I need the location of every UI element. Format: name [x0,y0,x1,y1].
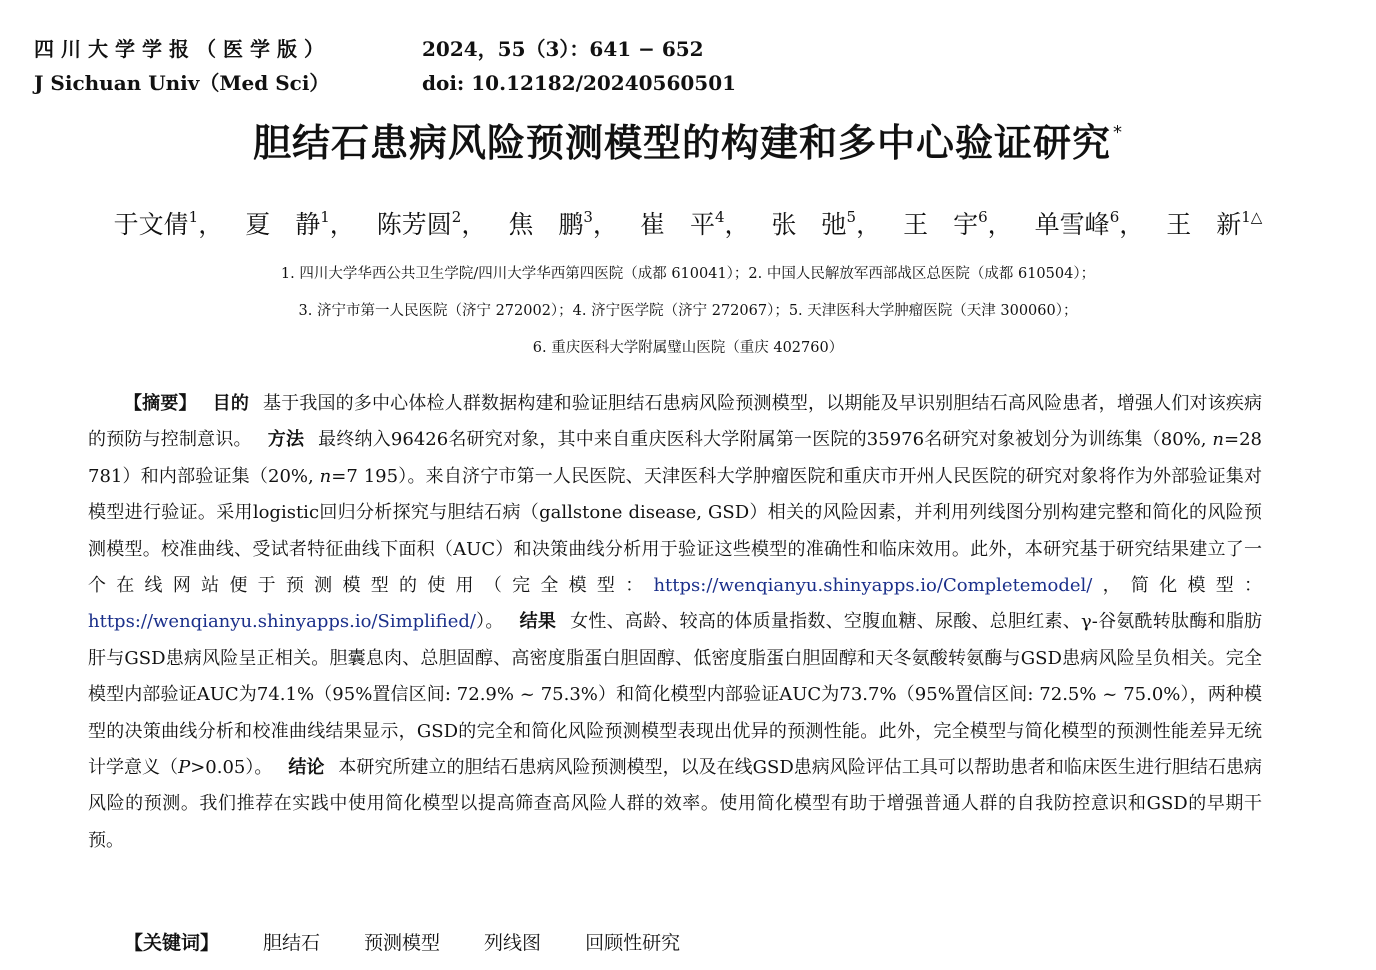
keyword: 列线图 [484,932,542,954]
author: 张 弛$^5$， [771,208,882,239]
n-valid: =7 195 [331,465,399,487]
affiliation-line: 6. 重庆医科大学附属璧山医院（重庆 402760） [532,340,844,356]
author: 王 新$^{1\triangle}$ [1166,208,1263,239]
methods-text: 最终纳入96426名研究对象，其中来自重庆医科大学附属第一医院的35976名研究对象被划分为训练集（80%, [318,429,1213,451]
title-text: 胆结石患病风险预测模型的构建和多中心验证研究 [252,121,1111,165]
affiliation-line: 1. 四川大学华西公共卫生学院/四川大学华西第四医院（成都 610041）；2. 中国人民解放军西部战区总医院（成都 610504）； [280,266,1096,282]
paper-title [0,112,1376,167]
author: 王 宇$^6$， [903,208,1013,239]
affiliation-line: 3. 济宁市第一人民医院（济宁 272002）；4. 济宁医学院（济宁 272067）；5. 天津医科大学肿瘤医院（天津 300060）； [298,303,1078,319]
author: 崔 平$^4$， [639,208,750,239]
purpose-label: 目的 [212,393,250,414]
keyword: 预测模型 [364,932,441,954]
results-label: 结果 [519,611,557,633]
p-value: >0.05 [190,757,246,779]
methods-label: 方法 [267,429,305,451]
purpose-text: 基于我国的多中心体检人群数据构建和验证胆结石患病风险预测模型，以期能及早识别胆结石高风险患者，增强人们对该疾病的预防与控制意识。 [88,393,1263,451]
keywords [124,928,680,955]
author: 夏 静$^1$， [245,208,355,239]
simplified-model-link[interactable]: https://wenqianyu.shinyapps.io/Simplified/ [88,611,476,633]
author: 焦 鹏$^3$， [508,208,618,239]
results-text: 女性、高龄、较高的体质量指数、空腹血糖、尿酸、总胆红素、γ-谷氨酰转肽酶和脂肪肝与GSD患病风险呈正相关。胆囊息肉、总胆固醇、高密度脂蛋白胆固醇、低密度脂蛋白胆固醇和天冬氨酸转氨酶与GSD患病风险呈负相关。完全模型内部验证AUC为74.1%（95%置信区间: 72.9% ~ 75.3%）和简化模型内部验证AUC为73.7%（95%置信区间: 72.5% ~ 75.0%），两种模型的决策曲线分析和校准曲线结果显示，GSD的完全和简化风险预测模型表现出优异的预测性能。此外，完全模型与简化模型的预测性能差异无统计学意义（ [88,611,1263,779]
author: 陈芳圆$^2$， [376,208,487,239]
abstract: 【摘要】 目的 基于我国的多中心体检人群数据构建和验证胆结石患病风险预测模型，以期能及早识别胆结石高风险患者，增强人们对该疾病的预防与控制意识。 方法 最终纳入96426名研究对象，其中来自重庆医科大学附属第一医院的35976名研究对象被划分为训练集（80%, n=28 781）和内部验证集（20%, n=7 195）。来自济宁市第一人民医院、天津医科大学肿瘤医院和重庆市开州人民医院的研究对象将作为外部验证集对模型进行验证。采用logistic回归分析探究与胆结石病（gallstone disease, GSD）相关的风险因素，并利用列线图分别构建完整和简化的风险预测模型。校准曲线、受试者特征曲线下面积（AUC）和决策曲线分析用于验证这些模型的准确性和临床效用。此外，本研究基于研究结果建立了一个在线网站便于预测模型的使用（完全模型：https://wenqianyu.shinyapps.io/Completemodel/，简化模型：https://wenqianyu.shinyapps.io/Simplified/）。 结果 女性、高龄、较高的体质量指数、空腹血糖、尿酸、总胆红素、γ-谷氨酰转肽酶和脂肪肝与GSD患病风险呈正相关。胆囊息肉、总胆固醇、高密度脂蛋白胆固醇、低密度脂蛋白胆固醇和天冬氨酸转氨酶与GSD患病风险呈负相关。完全模型内部验证AUC为74.1%（95%置信区间: 72.9% ~ 75.3%）和简化模型内部验证AUC为73.7%（95%置信区间: 72.5% ~ 75.0%），两种模型的决策曲线分析和校准曲线结果显示，GSD的完全和简化风险预测模型表现出优异的预测性能。此外，完全模型与简化模型的预测性能差异无统计学意义（P>0.05）。 结论 本研究所建立的胆结石患病风险预测模型，以及在线GSD患病风险评估工具可以帮助患者和临床医生进行胆结石患病风险的预测。我们推荐在实践中使用简化模型以提高筛查高风险人群的效率。使用简化模型有助于增强普通人群的自我防控意识和GSD的早期干预。 [88,393,1263,851]
author: 于文倩$^1$， [113,208,224,239]
conclusion-text: 本研究所建立的胆结石患病风险预测模型，以及在线GSD患病风险评估工具可以帮助患者和临床医生进行胆结石患病风险的预测。我们推荐在实践中使用简化模型以提高筛查高风险人群的效率。使用简化模型有助于增强普通人群的自我防控意识和GSD的早期干预。 [88,757,1263,851]
author: 单雪峰$^6$， [1034,208,1145,239]
citation: 2024，55（3）：641 − 652 [422,37,704,61]
keyword: 回顾性研究 [585,932,681,954]
journal-name-cn: 四川大学学报（医学版） [34,37,331,61]
keyword: 胆结石 [263,932,321,954]
affiliations [0,256,1376,367]
doi: doi: 10.12182/20240560501 [422,71,737,95]
title-footnote-mark: * [1113,122,1123,143]
keywords-label: 【关键词】 [124,932,220,954]
n-train: =28 781 [88,429,1263,487]
conclusion-label: 结论 [288,757,325,779]
journal-header [34,32,736,100]
author-list [0,205,1376,241]
complete-model-link[interactable]: https://wenqianyu.shinyapps.io/Completemodel/ [653,575,1093,597]
abstract-label: 【摘要】 [124,393,197,414]
journal-name-en: J Sichuan Univ（Med Sci） [34,71,330,95]
